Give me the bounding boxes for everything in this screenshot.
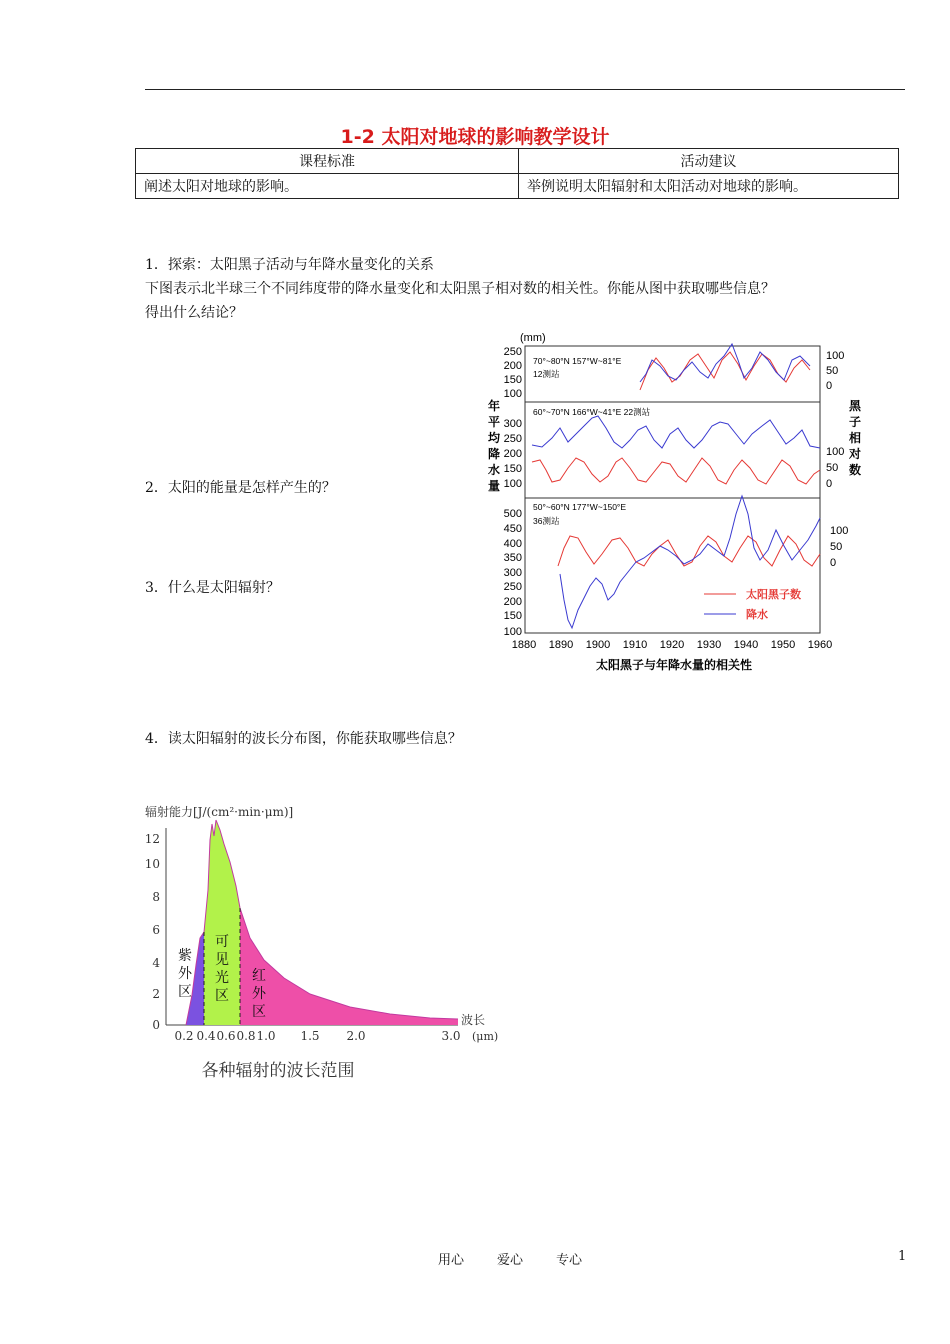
table-cell: 举例说明太阳辐射和太阳活动对地球的影响。 (519, 174, 899, 199)
left-tick: 500 (503, 508, 522, 520)
panel-1-frame (525, 346, 820, 402)
x-tick: 0.8 (236, 1029, 256, 1043)
x-axis-label: 波长 (461, 1013, 486, 1027)
left-tick: 250 (503, 346, 522, 358)
sunspot-precipitation-chart (480, 330, 870, 675)
panel-1-precip-line (640, 344, 810, 382)
right-tick: 50 (826, 462, 839, 474)
legend-precip-label: 降水 (746, 609, 768, 621)
x-tick: 2.0 (346, 1029, 366, 1043)
x-tick: 1880 (511, 639, 537, 651)
visible-label-char: 可 (215, 934, 229, 950)
uv-label-char: 区 (178, 984, 192, 1000)
table-cell: 阐述太阳对地球的影响。 (136, 174, 519, 199)
left-tick: 150 (503, 610, 522, 622)
left-axis-char: 水 (488, 463, 501, 477)
visible-label-char: 区 (215, 988, 229, 1004)
x-tick: 1.0 (256, 1029, 276, 1043)
left-axis-label (488, 398, 501, 493)
y-axis-label: 辐射能力[J/(cm²·min·μm)] (145, 805, 294, 819)
right-tick: 50 (830, 541, 843, 553)
footer-left: 用心 (438, 1253, 465, 1268)
footer-middle: 爱心 (497, 1253, 524, 1268)
y-tick: 8 (152, 890, 160, 904)
right-tick: 0 (826, 478, 833, 490)
table-row (136, 174, 899, 199)
page-number: 1 (898, 1249, 907, 1264)
table-header: 活动建议 (519, 149, 899, 174)
x-tick: 0.4 (196, 1029, 216, 1043)
left-tick: 250 (503, 581, 522, 593)
right-axis-char: 相 (849, 431, 862, 445)
x-tick: 1920 (659, 639, 685, 651)
left-tick: 150 (503, 374, 522, 386)
panel-3-frame (525, 498, 820, 633)
panel-3-stations: 36测站 (533, 516, 560, 526)
visible-label-char: 见 (215, 952, 229, 968)
radiation-wavelength-svg (140, 800, 500, 1085)
page-title: 1-2 太阳对地球的影响教学设计 (340, 126, 610, 148)
question-3: 3．什么是太阳辐射？ (145, 580, 280, 596)
panel-2-label: 60°~70°N 166°W~41°E 22测站 (533, 407, 651, 417)
panel-1-stations: 12测站 (533, 369, 560, 379)
left-axis-char: 年 (488, 399, 501, 413)
header-rule (145, 89, 905, 90)
right-axis-char: 数 (849, 463, 862, 477)
y-tick: 4 (152, 956, 160, 970)
question-2: 2．太阳的能量是怎样产生的？ (145, 480, 336, 496)
x-tick: 0.6 (216, 1029, 236, 1043)
panel-2-precip-line (532, 416, 820, 448)
right-axis-label (848, 399, 862, 477)
question-1-title: 1．探索：太阳黑子活动与年降水量变化的关系 (145, 257, 434, 273)
question-1-line2: 得出什么结论？ (145, 305, 243, 321)
left-tick: 300 (503, 418, 522, 430)
x-tick: 1900 (585, 639, 611, 651)
y-tick: 0 (152, 1018, 160, 1032)
x-tick: 1950 (770, 639, 796, 651)
left-tick: 400 (503, 538, 522, 550)
uv-label-char: 紫 (178, 948, 192, 964)
question-4: 4．读太阳辐射的波长分布图，你能获取哪些信息？ (145, 731, 462, 747)
right-tick: 100 (826, 350, 845, 362)
right-axis-char: 对 (849, 447, 862, 461)
x-tick: 1930 (696, 639, 722, 651)
panel-3-label: 50°~60°N 177°W~150°E (533, 502, 626, 512)
left-axis-char: 量 (488, 479, 501, 493)
ir-label-char: 区 (252, 1004, 266, 1020)
chart-caption: 各种辐射的波长范围 (201, 1061, 355, 1081)
left-axis-char: 平 (488, 415, 501, 429)
x-tick: 1940 (733, 639, 759, 651)
left-tick: 150 (503, 463, 522, 475)
y-tick: 10 (144, 857, 160, 871)
right-tick: 50 (826, 365, 839, 377)
left-tick: 200 (503, 596, 522, 608)
ir-label-char: 外 (252, 986, 266, 1002)
x-tick: 1.5 (300, 1029, 320, 1043)
x-unit: (μm) (472, 1030, 499, 1043)
x-tick: 1890 (548, 639, 574, 651)
visible-label-char: 光 (215, 970, 229, 986)
y-tick: 6 (152, 923, 160, 937)
x-tick: 1910 (622, 639, 648, 651)
left-tick: 350 (503, 552, 522, 564)
x-tick: 1960 (807, 639, 833, 651)
sunspot-precipitation-svg (480, 330, 870, 675)
infrared-region (240, 908, 458, 1025)
right-tick: 0 (830, 557, 837, 569)
chart-title: 太阳黑子与年降水量的相关性 (595, 658, 753, 672)
panel-2-sunspot-line (532, 458, 820, 484)
uv-label-char: 外 (178, 966, 192, 982)
curriculum-table (135, 148, 899, 199)
right-axis-char: 黑 (849, 399, 862, 413)
y-tick: 2 (152, 987, 160, 1001)
x-tick: 3.0 (441, 1029, 461, 1043)
left-tick: 250 (503, 433, 522, 445)
question-1-line1: 下图表示北半球三个不同纬度带的降水量变化和太阳黑子相对数的相关性。你能从图中获取哪些信息？ (145, 281, 775, 297)
right-tick: 0 (826, 380, 833, 392)
left-tick: 200 (503, 448, 522, 460)
x-tick: 0.2 (174, 1029, 194, 1043)
radiation-wavelength-chart (140, 800, 500, 1085)
panel-1-sunspot-line (640, 352, 810, 390)
left-tick: 100 (503, 388, 522, 400)
right-tick: 100 (826, 446, 845, 458)
left-tick: 100 (503, 478, 522, 490)
right-tick: 100 (830, 525, 849, 537)
right-axis-char: 子 (849, 415, 862, 429)
y-tick: 12 (144, 832, 160, 846)
left-axis-char: 降 (488, 447, 501, 461)
unit-label: (mm) (520, 332, 546, 344)
legend-sunspot-label: 太阳黑子数 (746, 589, 801, 601)
left-tick: 200 (503, 360, 522, 372)
table-header: 课程标准 (136, 149, 519, 174)
panel-1-label: 70°~80°N 157°W~81°E (533, 356, 622, 366)
ir-label-char: 红 (252, 968, 266, 984)
panel-3-precip-line (560, 496, 820, 628)
left-tick: 100 (503, 626, 522, 638)
left-tick: 450 (503, 523, 522, 535)
left-axis-char: 均 (488, 431, 501, 445)
left-tick: 300 (503, 567, 522, 579)
footer-right: 专心 (556, 1253, 583, 1268)
